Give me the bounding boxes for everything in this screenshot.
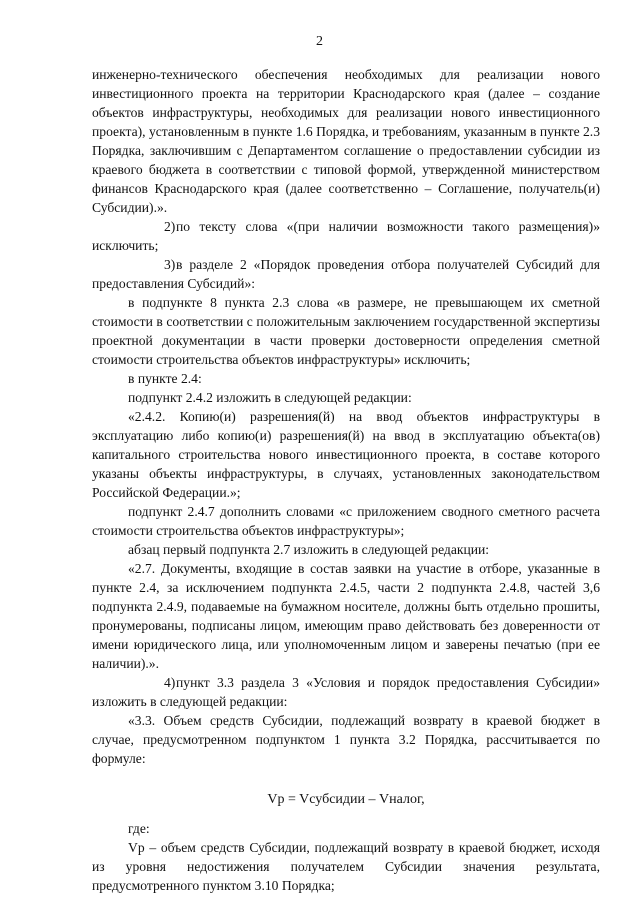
list-item-4 bbox=[92, 673, 600, 711]
paragraph-3-3-text: «3.3. Объем средств Субсидии, подлежащий возврату в краевой бюджет в случае, предусмотренном подпунктом 1 пункта 3.2 Порядка, рассчитывается по формуле: bbox=[92, 713, 600, 766]
list-item-3 bbox=[92, 255, 600, 293]
paragraph-subpoint-2-4-2-text: «2.4.2. Копию(и) разрешения(й) на ввод объектов инфраструктуры в эксплуатацию либо копию(и) разрешения(й) на ввод в эксплуатацию объекта(ов) капитального строительства нового инвестиционного проекта, в составе которого указаны объекты инфраструктуры, в случаях, установленных законодательством Российской Федерации.»; bbox=[92, 409, 600, 500]
paragraph-point-2-4: в пункте 2.4: bbox=[128, 371, 202, 386]
list-item-number: 3) bbox=[164, 257, 176, 272]
list-item-text: в разделе 2 «Порядок проведения отбора получателей Субсидий для предоставления Субсидий»: bbox=[92, 257, 600, 291]
list-item-text: по тексту слова «(при наличии возможности такого размещения)» исключить; bbox=[92, 219, 600, 253]
paragraph-subpoint-8: в подпункте 8 пункта 2.3 слова «в размере, не превышающем их сметной стоимости в соответствии с положительным заключением государственной экспертизы проектной документации в части проверки достоверности определения сметной стоимости строительства объектов инфраструктуры» исключить; bbox=[92, 295, 600, 367]
document-body bbox=[92, 65, 600, 895]
list-item-2 bbox=[92, 217, 600, 255]
list-item-number: 4) bbox=[164, 675, 176, 690]
formula-definition-vp: Vp – объем средств Субсидии, подлежащий возврату в краевой бюджет, исходя из уровня недостижения получателем Субсидии значения результата, предусмотренного пунктом 3.10 Порядка; bbox=[92, 840, 600, 893]
formula: Vp = Vсубсидии – Vналог, bbox=[267, 792, 425, 807]
paragraph-2-7-text: «2.7. Документы, входящие в состав заявки на участие в отборе, указанные в пункте 2.4, за исключением подпункта 2.4.5, части 2 подпункта 2.4.8, частей 3,6 подпункта 2.4.9, подаваемые на бумажном носителе, должны быть отдельно прошиты, пронумерованы, подписаны лицом, имеющим право действовать без доверенности от имени юридического лица, или уполномоченным лицом и заверены печатью (при ее наличии).». bbox=[92, 561, 600, 671]
list-item-text: пункт 3.3 раздела 3 «Условия и порядок предоставления Субсидии» изложить в следующей редакции: bbox=[92, 675, 600, 709]
list-item-number: 2) bbox=[164, 219, 176, 234]
formula-where: где: bbox=[128, 821, 150, 836]
page-number: 2 bbox=[316, 34, 323, 49]
paragraph-2-7-intro: абзац первый подпункта 2.7 изложить в следующей редакции: bbox=[128, 542, 490, 557]
paragraph-subpoint-2-4-2-intro: подпункт 2.4.2 изложить в следующей редакции: bbox=[128, 390, 412, 405]
paragraph-subpoint-2-4-7: подпункт 2.4.7 дополнить словами «с приложением сводного сметного расчета стоимости строительства объектов инфраструктуры»; bbox=[92, 504, 600, 538]
paragraph-continuation: инженерно-технического обеспечения необходимых для реализации нового инвестиционного проекта на территории Краснодарского края (далее – создание объектов инфраструктуры, необходимых для реализации нового инвестиционного проекта), установленным в пункте 1.6 Порядка, и требованиям, указанным в пункте 2.3 Порядка, заключившим с Департаментом соглашение о предоставлении субсидии из краевого бюджета в соответствии с типовой формой, утвержденной министерством финансов Краснодарского края (далее соответственно – Соглашение, получатель(и) Субсидии).». bbox=[92, 67, 600, 215]
